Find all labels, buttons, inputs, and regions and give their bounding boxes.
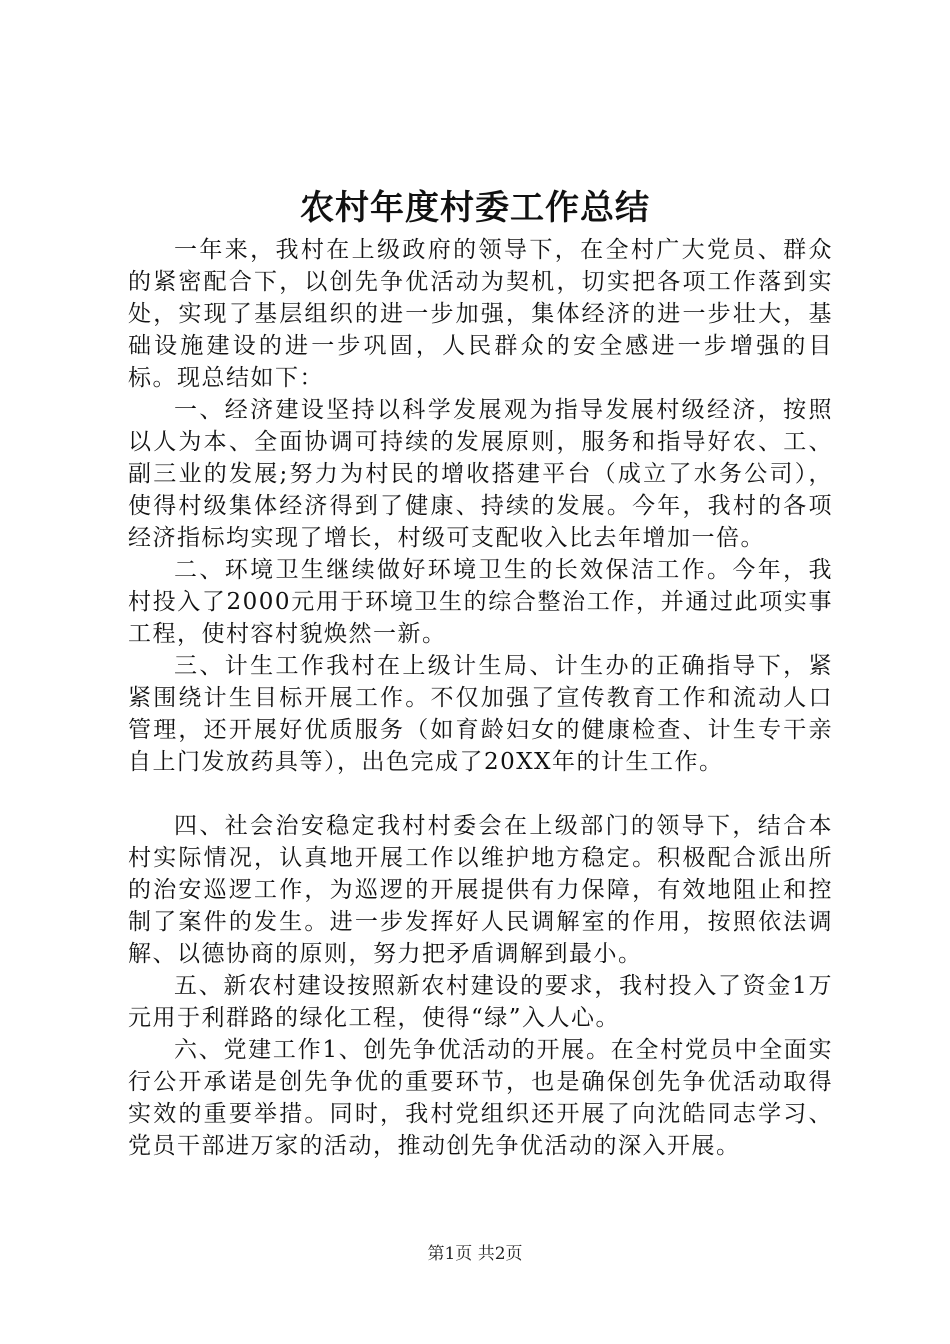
document-body: [128, 234, 833, 1162]
paragraph-environment: 二、环境卫生继续做好环境卫生的长效保洁工作。今年，我村投入了2000元用于环境卫生的综合整治工作，并通过此项实事工程，使村容村貌焕然一新。: [128, 557, 833, 647]
paragraph-family-planning: 三、计生工作我村在上级计生局、计生办的正确指导下，紧紧围绕计生目标开展工作。不仅加强了宣传教育工作和流动人口管理，还开展好优质服务（如育龄妇女的健康检查、计生专干亲自上门发放药具等），出色完成了20XX年的计生工作。: [128, 653, 833, 775]
paragraph-new-countryside: 五、新农村建设按照新农村建设的要求，我村投入了资金1万元用于利群路的绿化工程，使得“绿”入人心。: [128, 973, 833, 1031]
document-title: 农村年度村委工作总结: [300, 188, 650, 228]
paragraph-economy: 一、经济建设坚持以科学发展观为指导发展村级经济，按照以人为本、全面协调可持续的发展原则，服务和指导好农、工、副三业的发展;努力为村民的增收搭建平台（成立了水务公司），使得村级集体经济得到了健康、持续的发展。今年，我村的各项经济指标均实现了增长，村级可支配收入比去年增加一倍。: [128, 397, 833, 551]
paragraph-public-security: 四、社会治安稳定我村村委会在上级部门的领导下，结合本村实际情况，认真地开展工作以维护地方稳定。积极配合派出所的治安巡逻工作，为巡逻的开展提供有力保障，有效地阻止和控制了案件的发生。进一步发挥好人民调解室的作用，按照依法调解、以德协商的原则，努力把矛盾调解到最小。: [128, 813, 833, 967]
paragraph-party-building: 六、党建工作1、创先争优活动的开展。在全村党员中全面实行公开承诺是创先争优的重要环节，也是确保创先争优活动取得实效的重要举措。同时，我村党组织还开展了向沈皓同志学习、党员干部进万家的活动，推动创先争优活动的深入开展。: [128, 1037, 833, 1159]
page-number-footer: 第1页 共2页: [427, 1244, 523, 1264]
paragraph-intro: 一年来，我村在上级政府的领导下，在全村广大党员、群众的紧密配合下，以创先争优活动为契机，切实把各项工作落到实处，实现了基层组织的进一步加强，集体经济的进一步壮大，基础设施建设的进一步巩固，人民群众的安全感进一步增强的目标。现总结如下：: [128, 237, 833, 391]
